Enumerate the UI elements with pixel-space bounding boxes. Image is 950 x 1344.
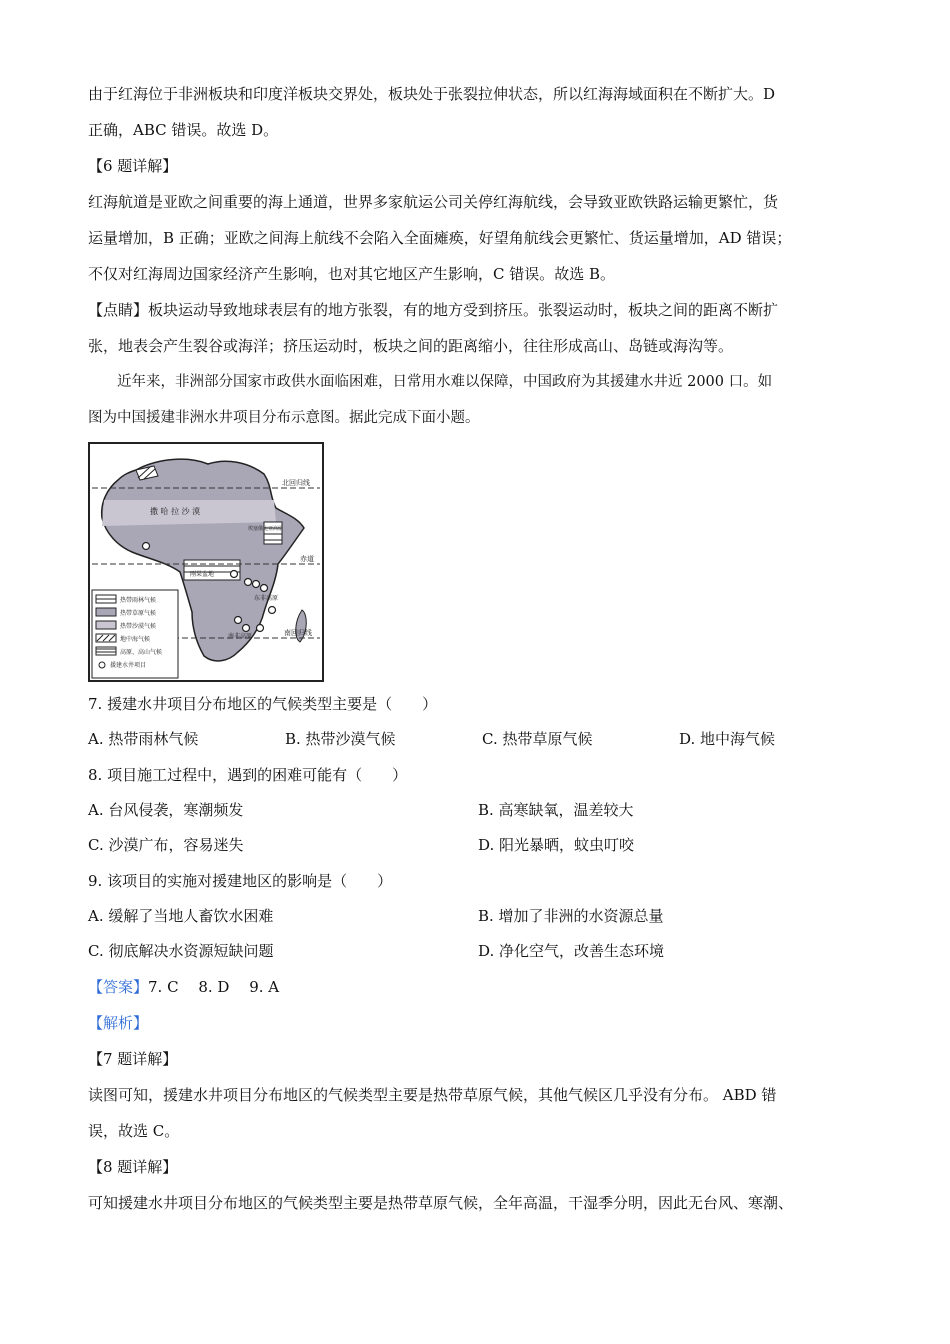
q9-option-b: B. 增加了非洲的水资源总量 [478, 907, 664, 925]
q6-line-2: 运量增加，B 正确；亚欧之间海上航线不会陷入全面瘫痪，好望角航线会更繁忙、货运量增加，AD 错误； [88, 229, 792, 247]
q7-option-b: B. 热带沙漠气候 [285, 730, 396, 748]
q7-line-2: 误，故选 C。 [88, 1122, 180, 1140]
label-equator: 赤道 [300, 555, 314, 563]
label-ethiopia-highland: 埃塞俄比亚高原 [248, 526, 284, 532]
q8-stem: 8. 项目施工过程中，遇到的困难可能有（ ） [88, 766, 408, 784]
legend-label-1: 热带雨林气候 [120, 597, 157, 604]
intro-line-1: 由于红海位于非洲板块和印度洋板块交界处，板块处于张裂拉伸状态，所以红海海域面积在不断扩大。D [88, 85, 776, 103]
q7-stem: 7. 援建水井项目分布地区的气候类型主要是（ ） [88, 695, 438, 713]
tip-line-1: 【点睛】板块运动导致地球表层有的地方张裂，有的地方受到挤压。张裂运动时，板块之间的距离不断扩 [88, 301, 779, 319]
material-line-2: 图为中国援建非洲水井项目分布示意图。据此完成下面小题。 [88, 410, 480, 426]
label-tropic-cancer: 北回归线 [282, 479, 310, 487]
q9-options-row-2 [88, 934, 878, 969]
q7-line-1: 读图可知，援建水井项目分布地区的气候类型主要是热带草原气候，其他气候区几乎没有分布。 ABD 错 [88, 1086, 777, 1104]
tip-line-2: 张，地表会产生裂谷或海洋；挤压运动时，板块之间的距离缩小，往往形成高山、岛链或海沟等。 [88, 337, 734, 355]
q8-line-1: 可知援建水井项目分布地区的气候类型主要是热带草原气候，全年高温，干湿季分明，因此无台风、寒潮、 [88, 1194, 794, 1212]
q8-options-row-2 [88, 828, 878, 863]
q9-stem: 9. 该项目的实施对援建地区的影响是（ ） [88, 872, 393, 890]
label-sahara: 撒 哈 拉 沙 漠 [150, 507, 201, 516]
answer-text: 7. C 8. D 9. A [148, 978, 280, 996]
legend-label-2: 热带草原气候 [120, 610, 157, 617]
label-tropic-capricorn: 南回归线 [284, 629, 312, 637]
label-east-africa-plateau: 东非高原 [254, 595, 279, 602]
q7-options [88, 722, 878, 757]
q7-heading: 【7 题详解】 [88, 1050, 178, 1068]
legend-label-3: 热带沙漠气候 [120, 623, 157, 630]
africa-map-figure [88, 442, 324, 682]
q9-option-c: C. 彻底解决水资源短缺问题 [88, 942, 274, 960]
document-page [88, 76, 878, 1221]
label-congo-basin: 刚果盆地 [190, 571, 215, 578]
q8-options-row-1 [88, 793, 878, 828]
q8-option-b: B. 高寒缺氧，温差较大 [478, 801, 634, 819]
legend-label-5: 高原、高山气候 [120, 649, 163, 656]
intro-line-2: 正确，ABC 错误。故选 D。 [88, 121, 279, 139]
q8-option-a: A. 台风侵袭，寒潮频发 [88, 801, 244, 819]
material-line-1: 近年来，非洲部分国家市政供水面临困难，日常用水难以保障，中国政府为其援建水井近 2000 口。如 [117, 374, 773, 390]
legend-label-6: 援建水井项目 [110, 662, 147, 669]
q8-option-c: C. 沙漠广布，容易迷失 [88, 836, 244, 854]
q8-heading: 【8 题详解】 [88, 1158, 178, 1176]
analysis-label: 【解析】 [88, 1014, 149, 1032]
q9-options-row-1 [88, 899, 878, 934]
q7-option-d: D. 地中海气候 [679, 730, 776, 748]
q9-option-a: A. 缓解了当地人畜饮水困难 [88, 907, 274, 925]
africa-map-svg [88, 442, 324, 682]
q6-line-1: 红海航道是亚欧之间重要的海上通道，世界多家航运公司关停红海航线，会导致亚欧铁路运输更繁忙，货 [88, 193, 779, 211]
q6-line-3: 不仅对红海周边国家经济产生影响，也对其它地区产生影响，C 错误。故选 B。 [88, 265, 616, 283]
answer-label: 【答案】 [88, 978, 149, 996]
q9-option-d: D. 净化空气，改善生态环境 [478, 942, 665, 960]
label-south-africa-plateau: 南非高原 [228, 633, 253, 640]
answer-line [88, 969, 878, 1005]
q7-option-a: A. 热带雨林气候 [88, 730, 199, 748]
q7-option-c: C. 热带草原气候 [482, 730, 593, 748]
q8-option-d: D. 阳光暴晒，蚊虫叮咬 [478, 836, 635, 854]
legend-label-4: 地中海气候 [120, 636, 151, 643]
q6-heading: 【6 题详解】 [88, 157, 178, 175]
